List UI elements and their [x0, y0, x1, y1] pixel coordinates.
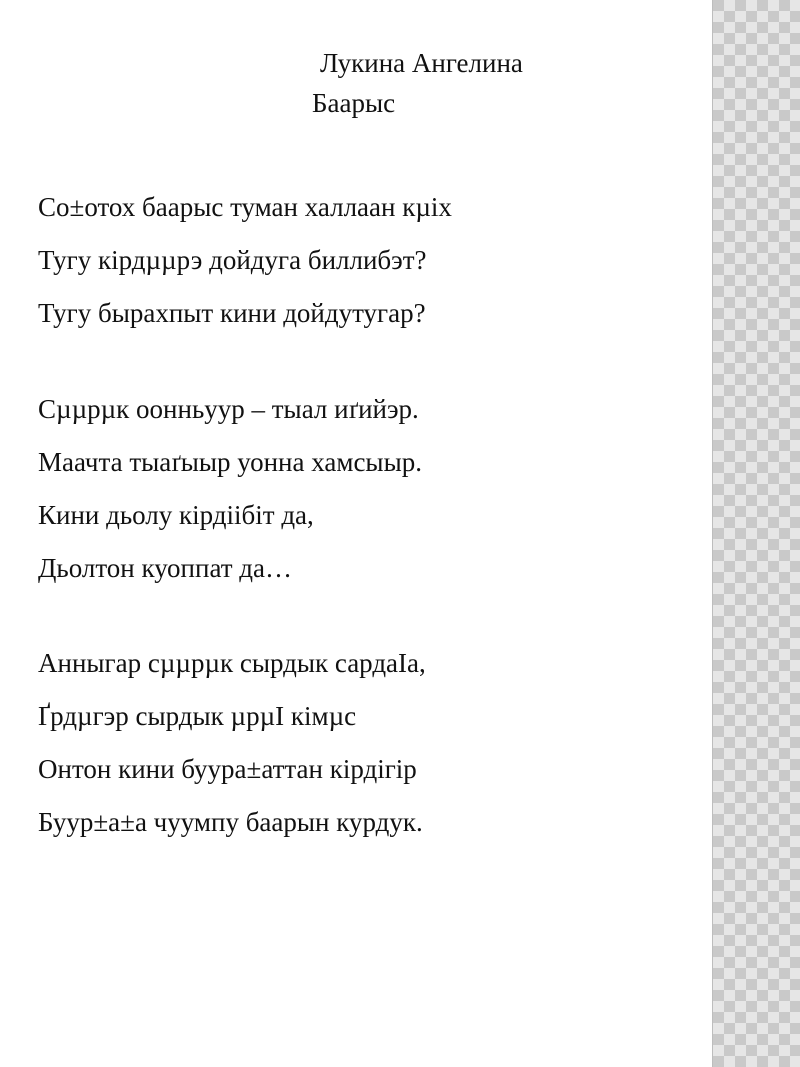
stanza-3 [38, 646, 426, 858]
poem-line: Буур±а±а чуумпу баарын курдук. [38, 807, 423, 837]
poem-line: Дьолтон куоппат да… [38, 553, 293, 583]
poem-line: Ґрдµгэр сырдык µрµІ кімµс [38, 701, 357, 731]
poem-line: Тугу кірдµµрэ дойдуга биллибэт? [38, 245, 427, 275]
poem-line: Анныгар сµµрµк сырдык сардаІа, [38, 648, 426, 678]
poem-line: Сµµрµк оонньуур – тыал иґийэр. [38, 394, 419, 424]
stanza-1 [38, 190, 452, 349]
poem-title: Баарыс [312, 88, 396, 118]
poem-line: Онтон кини буура±аттан кірдігір [38, 754, 417, 784]
decorative-side-panel [712, 0, 800, 1067]
author-name: Лукина Ангелина [320, 48, 523, 78]
poem-line: Тугу бырахпыт кини дойдутугар? [38, 298, 426, 328]
poem-line: Кини дьолу кірдіібіт да, [38, 500, 314, 530]
stanza-2 [38, 392, 422, 604]
poem-line: Маачта тыаґыыр уонна хамсыыр. [38, 447, 422, 477]
poem-line: Со±отох баарыс туман халлаан кµіх [38, 192, 452, 222]
